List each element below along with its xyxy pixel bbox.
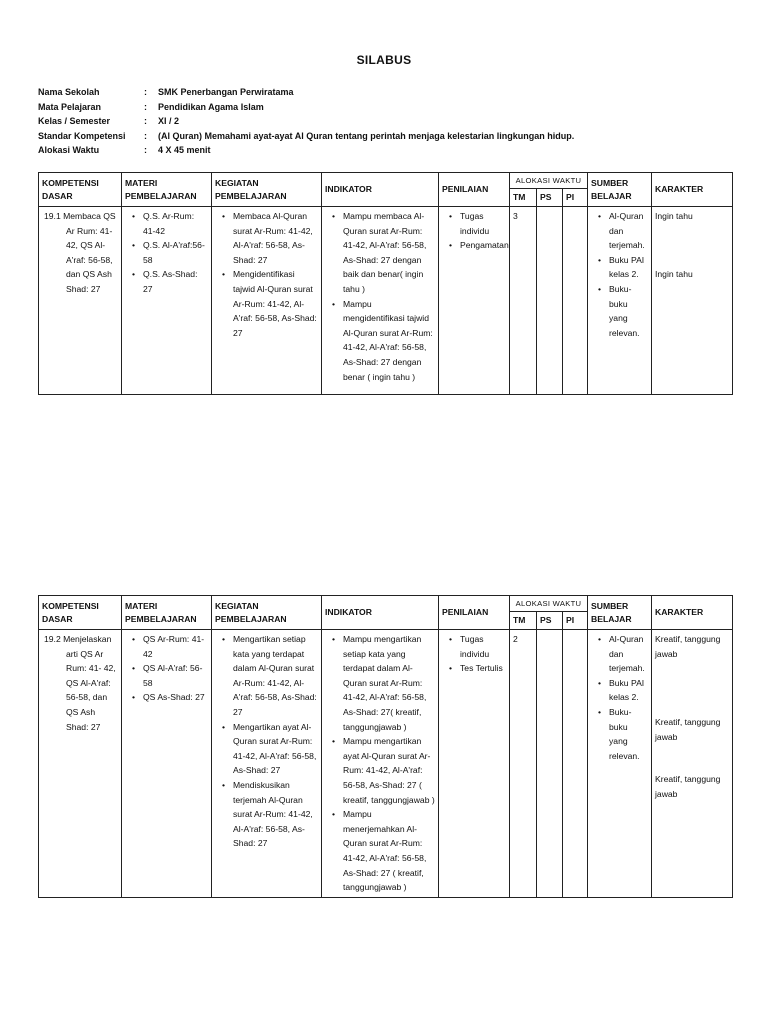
cell-indikator: [322, 207, 439, 395]
karakter-item: Ingin tahu: [655, 211, 693, 221]
table-header-row: [39, 173, 733, 189]
cell-karakter: [652, 630, 733, 898]
header-materi: MATERI PEMBELAJARAN: [122, 173, 212, 207]
list-item: • Mengartikan setiap kata yang terdapat dalam Al-Quran surat Ar-Rum: 41-42, Al-A'raf: 56-58, As-Shad: 27: [224, 632, 318, 720]
header-karakter: KARAKTER: [652, 173, 733, 207]
meta-value: XI / 2: [158, 116, 180, 127]
list-item: • Mampu mengartikan ayat Al-Quran surat Ar-Rum: 41-42, Al-A'raf: 56-58, As-Shad: 27 ( kreatif, tanggungjawab ): [334, 734, 435, 807]
table-row: [39, 630, 733, 898]
syllabus-table-1: [38, 172, 733, 395]
header-alokasi-waktu: ALOKASI WAKTU: [510, 596, 588, 612]
list-item: • Mengartikan ayat Al-Quran surat Ar-Rum: 41-42, Al-A'raf: 56-58, As-Shad: 27: [224, 720, 318, 778]
cell-ps: [537, 630, 563, 898]
list-item: • QS Al-A'raf: 56-58: [134, 661, 208, 690]
meta-colon: :: [144, 101, 147, 112]
header-ps: PS: [537, 612, 563, 630]
meta-row-standard: [38, 129, 574, 144]
document-title: SILABUS: [356, 53, 412, 67]
identity-block: [38, 85, 574, 158]
cell-sumber-belajar: [588, 207, 652, 395]
meta-label: Kelas / Semester: [38, 116, 111, 127]
meta-label: Standar Kompetensi: [38, 130, 126, 141]
karakter-item: Kreatif, tanggung jawab: [655, 634, 721, 659]
list-item: • QS Ar-Rum: 41-42: [134, 632, 208, 661]
meta-value: 4 X 45 menit: [158, 145, 211, 156]
table-row: [39, 207, 733, 395]
list-item: • Buku PAI kelas 2.: [600, 253, 648, 282]
list-item: • Mendiskusikan terjemah Al-Quran surat Ar-Rum: 41-42, Al-A'raf: 56-58, As-Shad: 27: [224, 778, 318, 851]
header-materi: MATERI PEMBELAJARAN: [122, 596, 212, 630]
cell-indikator: [322, 630, 439, 898]
header-penilaian: PENILAIAN: [439, 596, 510, 630]
header-indikator: INDIKATOR: [322, 173, 439, 207]
list-item: • Tes Tertulis: [451, 661, 506, 676]
header-kegiatan: KEGIATAN PEMBELAJARAN: [212, 173, 322, 207]
karakter-item: Ingin tahu: [655, 268, 693, 279]
list-item: • Buku-buku yang relevan.: [600, 705, 648, 763]
header-tm: TM: [510, 189, 537, 207]
list-item: • Tugas individu: [451, 632, 506, 661]
cell-ps: [537, 207, 563, 395]
header-pi: PI: [563, 189, 588, 207]
cell-kegiatan: [212, 630, 322, 898]
meta-value: SMK Penerbangan Perwiratama: [158, 87, 294, 97]
header-ps: PS: [537, 189, 563, 207]
header-tm: TM: [510, 612, 537, 630]
header-pi: PI: [563, 612, 588, 630]
list-item: • Buku-buku yang relevan.: [600, 282, 648, 340]
meta-label: Mata Pelajaran: [38, 101, 102, 112]
karakter-item: Kreatif, tanggung jawab: [655, 717, 721, 742]
meta-row-time: [38, 143, 574, 158]
meta-value: Pendidikan Agama Islam: [158, 101, 264, 112]
list-item: • Q.S. Al-A'raf:56-58: [134, 238, 208, 267]
syllabus-table-2: [38, 595, 733, 898]
meta-row-class: [38, 114, 574, 129]
header-sumber-belajar: SUMBER BELAJAR: [588, 173, 652, 207]
list-item: • Al-Quran dan terjemah.: [600, 632, 648, 676]
list-item: • Buku PAI kelas 2.: [600, 676, 648, 705]
cell-penilaian: [439, 207, 510, 395]
header-sumber-belajar: SUMBER BELAJAR: [588, 596, 652, 630]
cell-tm: 2: [510, 630, 537, 898]
list-item: • Mampu membaca Al-Quran surat Ar-Rum: 41-42, Al-A'raf: 56-58, As-Shad: 27 dengan baik dan benar( ingin tahu ): [334, 209, 435, 297]
cell-pi: [563, 630, 588, 898]
list-item: • QS As-Shad: 27: [134, 690, 208, 705]
header-kompetensi-dasar: KOMPETENSI DASAR: [39, 596, 122, 630]
cell-tm: 3: [510, 207, 537, 395]
header-karakter: KARAKTER: [652, 596, 733, 630]
list-item: • Mampu mengartikan setiap kata yang terdapat dalam Al-Quran surat Ar-Rum: 41-42, Al-A'raf: 56-58, As-Shad: 27( kreatif, tanggungjawab ): [334, 632, 435, 734]
kd-text: 19.1 Membaca QS Ar Rum: 41- 42, QS Al-A'raf: 56-58, dan QS Ash Shad: 27: [44, 211, 116, 294]
meta-colon: :: [144, 145, 147, 156]
meta-label: Alokasi Waktu: [38, 145, 100, 156]
list-item: • Pengamatan: [451, 238, 506, 253]
header-kegiatan: KEGIATAN PEMBELAJARAN: [212, 596, 322, 630]
cell-kompetensi-dasar: [39, 207, 122, 395]
cell-materi: [122, 207, 212, 395]
meta-colon: :: [144, 130, 147, 141]
cell-penilaian: [439, 630, 510, 898]
meta-colon: :: [144, 116, 147, 127]
list-item: • Mengidentifikasi tajwid Al-Quran surat Ar-Rum: 41-42, Al-A'raf: 56-58, As-Shad: 27: [224, 267, 318, 340]
list-item: • Mampu mengidentifikasi tajwid Al-Quran surat Ar-Rum: 41-42, Al-A'raf: 56-58, As-Shad: 27 dengan benar ( ingin tahu ): [334, 297, 435, 385]
kd-text: 19.2 Menjelaskan arti QS Ar Rum: 41- 42, QS Al-A'raf: 56-58, dan QS Ash Shad: 27: [44, 634, 116, 732]
cell-kompetensi-dasar: [39, 630, 122, 898]
header-indikator: INDIKATOR: [322, 596, 439, 630]
header-penilaian: PENILAIAN: [439, 173, 510, 207]
header-kompetensi-dasar: KOMPETENSI DASAR: [39, 173, 122, 207]
list-item: • Q.S. Ar-Rum: 41-42: [134, 209, 208, 238]
table-header-row: [39, 596, 733, 612]
cell-sumber-belajar: [588, 630, 652, 898]
meta-value: (Al Quran) Memahami ayat-ayat Al Quran tentang perintah menjaga kelestarian lingkungan hidup.: [158, 130, 575, 141]
meta-label: Nama Sekolah: [38, 87, 100, 97]
cell-kegiatan: [212, 207, 322, 395]
meta-row-subject: [38, 100, 574, 115]
cell-materi: [122, 630, 212, 898]
karakter-item: Kreatif, tanggung jawab: [655, 774, 721, 799]
header-alokasi-waktu: ALOKASI WAKTU: [510, 173, 588, 189]
list-item: • Membaca Al-Quran surat Ar-Rum: 41-42, Al-A'raf: 56-58, As-Shad: 27: [224, 209, 318, 267]
list-item: • Al-Quran dan terjemah.: [600, 209, 648, 253]
list-item: • Q.S. As-Shad: 27: [134, 267, 208, 296]
meta-colon: :: [144, 87, 147, 97]
meta-row-school: [38, 85, 574, 100]
cell-karakter: [652, 207, 733, 395]
list-item: • Tugas individu: [451, 209, 506, 238]
cell-pi: [563, 207, 588, 395]
list-item: • Mampu menerjemahkan Al-Quran surat Ar-Rum: 41-42, Al-A'raf: 56-58, As-Shad: 27 ( kreatif, tanggungjawab ): [334, 807, 435, 895]
